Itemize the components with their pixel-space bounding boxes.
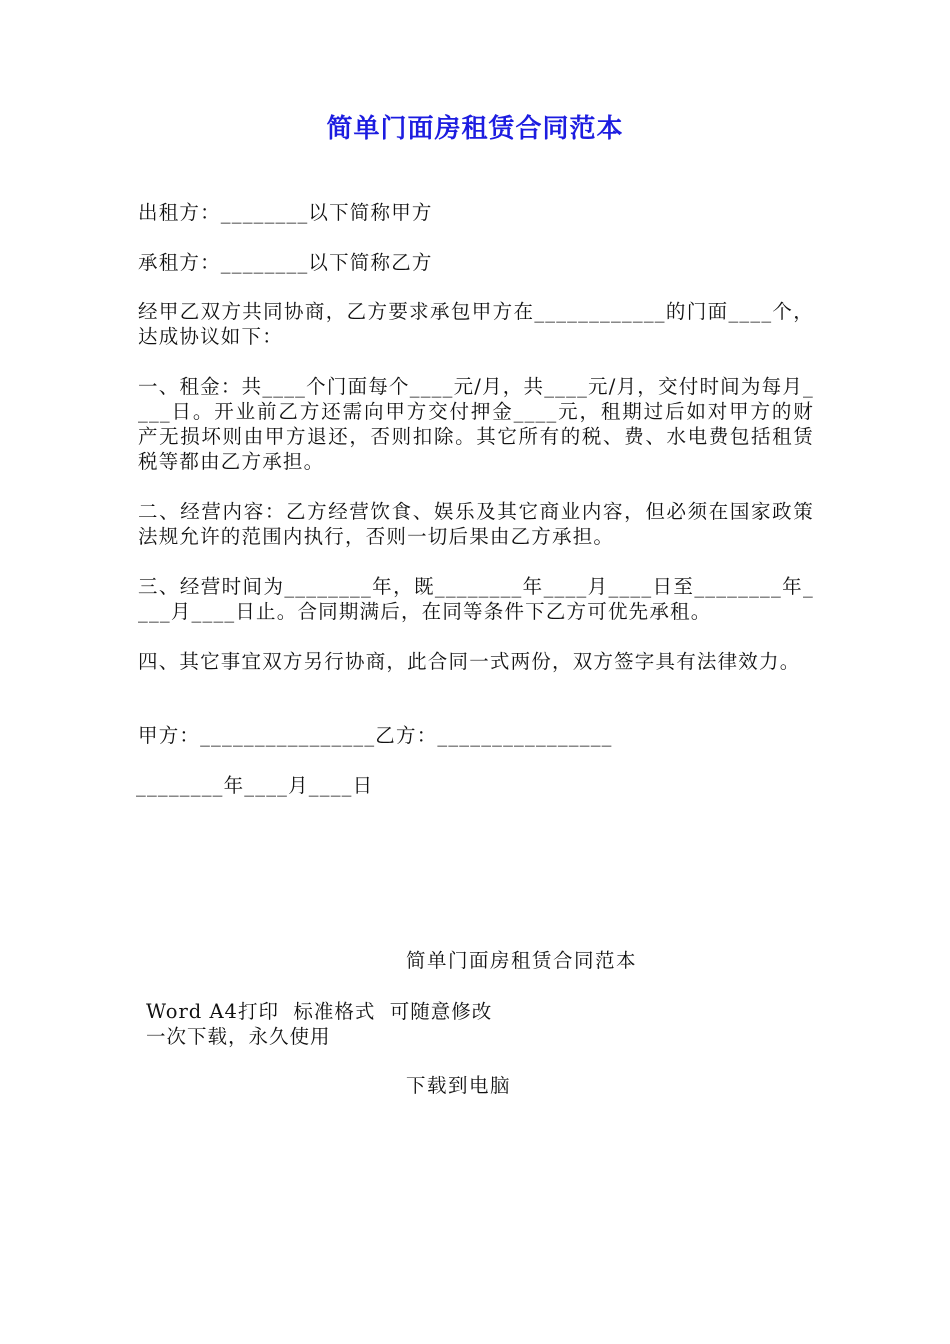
footer-usage: 一次下载，永久使用 <box>146 1025 331 1048</box>
signature-line: 甲方：________________乙方：________________ <box>138 724 613 747</box>
clause-business-content: 二、经营内容：乙方经营饮食、娱乐及其它商业内容，但必须在国家政策法规允许的范围内执行，否则一切后果由乙方承担。 <box>138 500 814 548</box>
download-link[interactable]: 下载到电脑 <box>406 1074 512 1097</box>
clause-other-matters: 四、其它事宜双方另行协商，此合同一式两份，双方签字具有法律效力。 <box>138 650 801 673</box>
document-title: 简单门面房租赁合同范本 <box>326 114 624 144</box>
date-line: ________年____月____日 <box>136 774 374 797</box>
lessee-line: 承租方：________以下简称乙方 <box>138 251 433 274</box>
footer-features: Word A4打印 标准格式 可随意修改 <box>146 1000 493 1023</box>
clause-business-term: 三、经营时间为________年，既________年____月____日至________年____月____日止。合同期满后，在同等条件下乙方可优先承租。 <box>138 575 814 623</box>
clause-rent: 一、租金：共____个门面每个____元/月，共____元/月，交付时间为每月____日。开业前乙方还需向甲方交付押金____元，租期过后如对甲方的财产无损坏则由甲方退还，否则扣除。其它所有的税、费、水电费包括租赁税等都由乙方承担。 <box>138 375 814 473</box>
lessor-line: 出租方：________以下简称甲方 <box>138 201 433 224</box>
footer-title: 简单门面房租赁合同范本 <box>406 949 638 972</box>
intro-paragraph: 经甲乙双方共同协商，乙方要求承包甲方在____________的门面____个，达成协议如下： <box>138 300 814 348</box>
